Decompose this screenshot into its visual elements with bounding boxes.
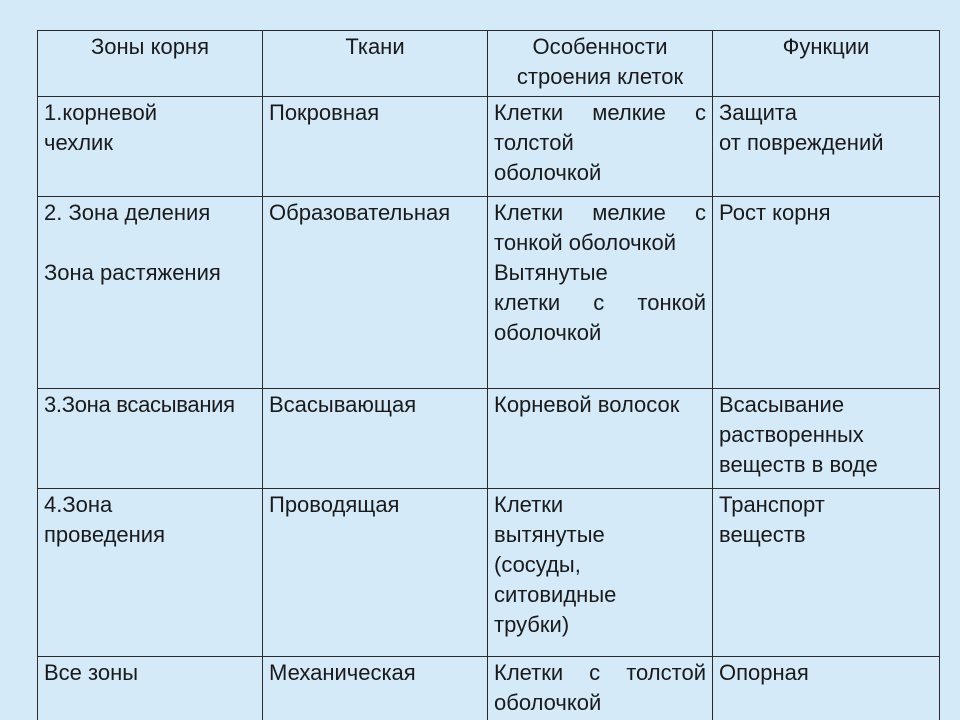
cell-zone (38, 657, 263, 720)
header-cell-features-line: Особенности (532, 34, 668, 59)
cell-line: Всасывание (719, 392, 845, 417)
cell-gap (44, 228, 256, 258)
cell-tissue: Проводящая (263, 489, 488, 657)
cell-line: вытянутые (494, 522, 605, 547)
cell-features (488, 489, 713, 657)
cell-line: Клетки с толстой (494, 660, 706, 685)
header-cell-features-line: строения клеток (516, 64, 684, 89)
cell-line: Клетки (494, 492, 564, 517)
cell-features (488, 389, 713, 489)
cell-line: Зона растяжения (44, 260, 221, 285)
header-tissues: Ткани (263, 31, 488, 97)
cell-line: Клетки мелкие с (494, 100, 706, 125)
cell-zone (38, 489, 263, 657)
cell-zone (38, 97, 263, 197)
cell-function (713, 389, 940, 489)
cell-zone (38, 197, 263, 389)
cell-line: клетки с тонкой (494, 290, 706, 315)
cell-line: Опорная (719, 660, 809, 685)
cell-function (713, 657, 940, 720)
cell-tissue: Покровная (263, 97, 488, 197)
root-zones-table (37, 30, 940, 720)
cell-tissue: Образовательная (263, 197, 488, 389)
cell-line: проведения (44, 522, 165, 547)
cell-line: веществ (719, 522, 806, 547)
cell-features (488, 197, 713, 389)
table-row (38, 197, 940, 389)
cell-features (488, 657, 713, 720)
cell-line: оболочкой (494, 320, 602, 345)
table-header-row (38, 31, 940, 97)
cell-line: чехлик (44, 130, 113, 155)
cell-line: 1.корневой (44, 100, 158, 125)
cell-line: Рост корня (719, 200, 831, 225)
cell-line: толстой (494, 130, 574, 155)
cell-line: трубки) (494, 612, 570, 637)
cell-line: оболочкой (494, 690, 602, 715)
cell-function (713, 197, 940, 389)
header-zones: Зоны корня (38, 31, 263, 97)
cell-line: растворенных (719, 422, 864, 447)
cell-line: от повреждений (719, 130, 884, 155)
cell-line: (сосуды, (494, 552, 581, 577)
cell-line: 2. Зона деления (44, 200, 211, 225)
cell-line: Вытянутые (494, 260, 608, 285)
cell-function (713, 489, 940, 657)
table-row (38, 489, 940, 657)
cell-line: 3.Зона всасывания (44, 392, 235, 417)
cell-zone (38, 389, 263, 489)
cell-line: Корневой волосок (494, 392, 680, 417)
cell-function (713, 97, 940, 197)
cell-line: Защита (719, 100, 797, 125)
cell-line: Клетки мелкие с (494, 200, 706, 225)
cell-line: тонкой оболочкой (494, 230, 677, 255)
cell-line: веществ в воде (719, 452, 878, 477)
cell-line: Все зоны (44, 660, 139, 685)
header-cell-features (488, 31, 713, 97)
cell-line: ситовидные (494, 582, 617, 607)
cell-line: Транспорт (719, 492, 825, 517)
cell-tissue: Механическая (263, 657, 488, 720)
table-row (38, 389, 940, 489)
cell-tissue: Всасывающая (263, 389, 488, 489)
cell-line: оболочкой (494, 160, 602, 185)
cell-features (488, 97, 713, 197)
table-row (38, 657, 940, 720)
header-functions: Функции (713, 31, 940, 97)
table-row (38, 97, 940, 197)
cell-line: 4.Зона (44, 492, 113, 517)
